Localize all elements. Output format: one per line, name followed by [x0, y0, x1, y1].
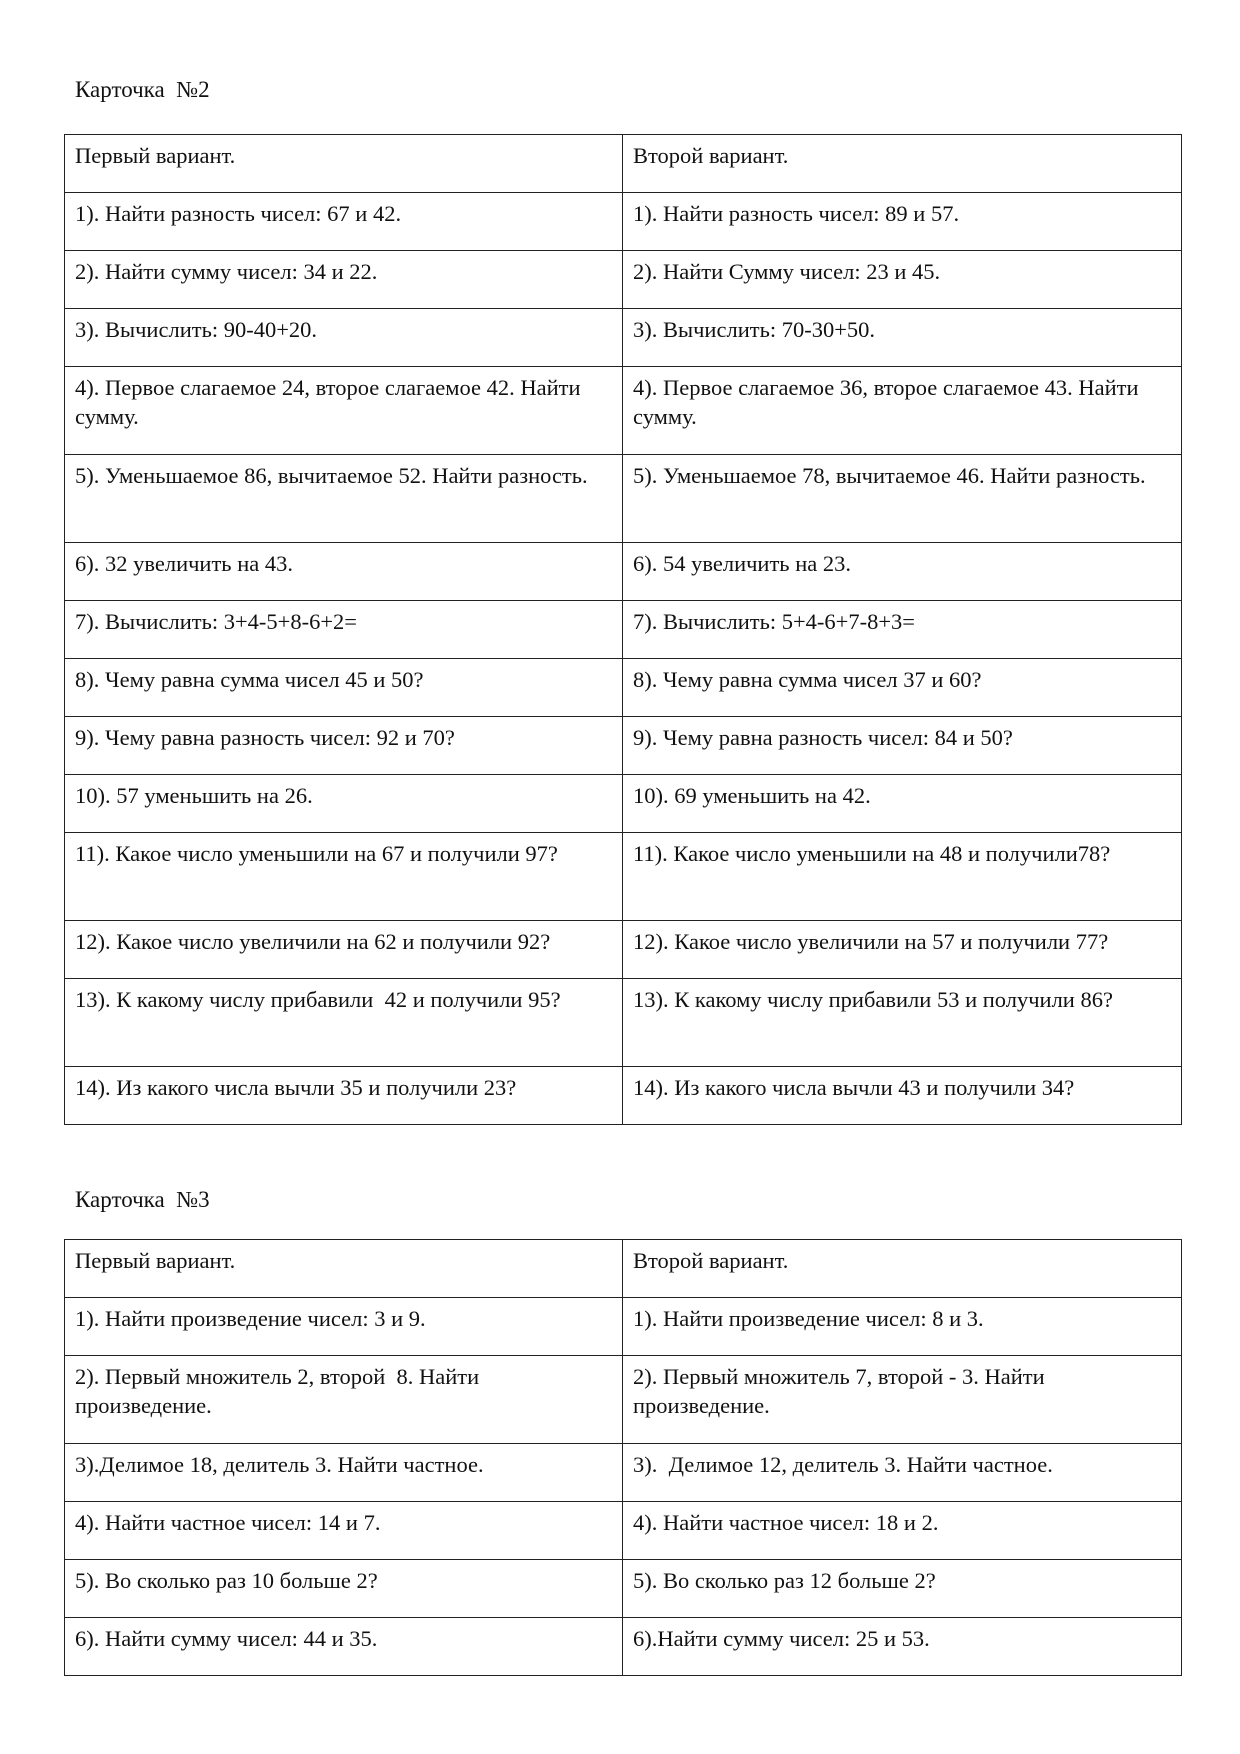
table-header-row	[65, 1240, 1182, 1298]
table-header-row	[65, 135, 1182, 193]
card-3-title: Карточка №3	[75, 1187, 210, 1212]
task-variant-2: 3). Делимое 12, делитель 3. Найти частное.	[623, 1444, 1182, 1502]
task-variant-1: 3). Вычислить: 90-40+20.	[65, 309, 623, 367]
table-row	[65, 1067, 1182, 1125]
task-variant-1: 6). 32 увеличить на 43.	[65, 543, 623, 601]
task-variant-2: 12). Какое число увеличили на 57 и получили 77?	[623, 921, 1182, 979]
task-variant-2: 3). Вычислить: 70-30+50.	[623, 309, 1182, 367]
task-variant-1: 5). Уменьшаемое 86, вычитаемое 52. Найти разность.	[65, 455, 623, 543]
task-variant-1: 8). Чему равна сумма чисел 45 и 50?	[65, 659, 623, 717]
variant-2-header: Второй вариант.	[623, 135, 1182, 193]
task-variant-2: 11). Какое число уменьшили на 48 и получили78?	[623, 833, 1182, 921]
task-variant-1: 4). Первое слагаемое 24, второе слагаемое 42. Найти сумму.	[65, 367, 623, 455]
card-2-title: Карточка №2	[75, 77, 210, 102]
task-variant-1: 14). Из какого числа вычли 35 и получили 23?	[65, 1067, 623, 1125]
task-variant-1: 11). Какое число уменьшили на 67 и получили 97?	[65, 833, 623, 921]
task-variant-2: 5). Уменьшаемое 78, вычитаемое 46. Найти разность.	[623, 455, 1182, 543]
table-row	[65, 367, 1182, 455]
task-variant-1: 13). К какому числу прибавили 42 и получили 95?	[65, 979, 623, 1067]
variant-1-header: Первый вариант.	[65, 1240, 623, 1298]
task-variant-1: 1). Найти разность чисел: 67 и 42.	[65, 193, 623, 251]
task-variant-2: 6).Найти сумму чисел: 25 и 53.	[623, 1618, 1182, 1676]
task-variant-2: 1). Найти разность чисел: 89 и 57.	[623, 193, 1182, 251]
task-variant-1: 5). Во сколько раз 10 больше 2?	[65, 1560, 623, 1618]
table-row	[65, 979, 1182, 1067]
task-variant-2: 13). К какому числу прибавили 53 и получили 86?	[623, 979, 1182, 1067]
task-variant-2: 5). Во сколько раз 12 больше 2?	[623, 1560, 1182, 1618]
table-row	[65, 1618, 1182, 1676]
task-variant-1: 1). Найти произведение чисел: 3 и 9.	[65, 1298, 623, 1356]
task-variant-2: 8). Чему равна сумма чисел 37 и 60?	[623, 659, 1182, 717]
task-variant-2: 6). 54 увеличить на 23.	[623, 543, 1182, 601]
table-row	[65, 1444, 1182, 1502]
table-row	[65, 1356, 1182, 1444]
task-variant-1: 7). Вычислить: 3+4-5+8-6+2=	[65, 601, 623, 659]
table-row	[65, 543, 1182, 601]
table-row	[65, 833, 1182, 921]
task-variant-1: 6). Найти сумму чисел: 44 и 35.	[65, 1618, 623, 1676]
task-variant-1: 12). Какое число увеличили на 62 и получили 92?	[65, 921, 623, 979]
task-variant-1: 2). Первый множитель 2, второй 8. Найти произведение.	[65, 1356, 623, 1444]
task-variant-2: 10). 69 уменьшить на 42.	[623, 775, 1182, 833]
table-row	[65, 1560, 1182, 1618]
task-variant-2: 2). Первый множитель 7, второй - 3. Найти произведение.	[623, 1356, 1182, 1444]
task-variant-1: 9). Чему равна разность чисел: 92 и 70?	[65, 717, 623, 775]
task-variant-2: 4). Первое слагаемое 36, второе слагаемое 43. Найти сумму.	[623, 367, 1182, 455]
task-variant-2: 2). Найти Сумму чисел: 23 и 45.	[623, 251, 1182, 309]
task-variant-2: 14). Из какого числа вычли 43 и получили 34?	[623, 1067, 1182, 1125]
table-row	[65, 601, 1182, 659]
card-2-table	[64, 134, 1182, 1125]
task-variant-2: 1). Найти произведение чисел: 8 и 3.	[623, 1298, 1182, 1356]
table-row	[65, 193, 1182, 251]
task-variant-2: 4). Найти частное чисел: 18 и 2.	[623, 1502, 1182, 1560]
table-row	[65, 659, 1182, 717]
table-row	[65, 921, 1182, 979]
variant-2-header: Второй вариант.	[623, 1240, 1182, 1298]
card-3-table	[64, 1239, 1182, 1676]
variant-1-header: Первый вариант.	[65, 135, 623, 193]
task-variant-1: 10). 57 уменьшить на 26.	[65, 775, 623, 833]
table-row	[65, 1502, 1182, 1560]
table-row	[65, 309, 1182, 367]
task-variant-2: 7). Вычислить: 5+4-6+7-8+3=	[623, 601, 1182, 659]
table-row	[65, 251, 1182, 309]
task-variant-1: 4). Найти частное чисел: 14 и 7.	[65, 1502, 623, 1560]
task-variant-1: 3).Делимое 18, делитель 3. Найти частное.	[65, 1444, 623, 1502]
task-variant-1: 2). Найти сумму чисел: 34 и 22.	[65, 251, 623, 309]
table-row	[65, 717, 1182, 775]
table-row	[65, 1298, 1182, 1356]
task-variant-2: 9). Чему равна разность чисел: 84 и 50?	[623, 717, 1182, 775]
table-row	[65, 455, 1182, 543]
table-row	[65, 775, 1182, 833]
